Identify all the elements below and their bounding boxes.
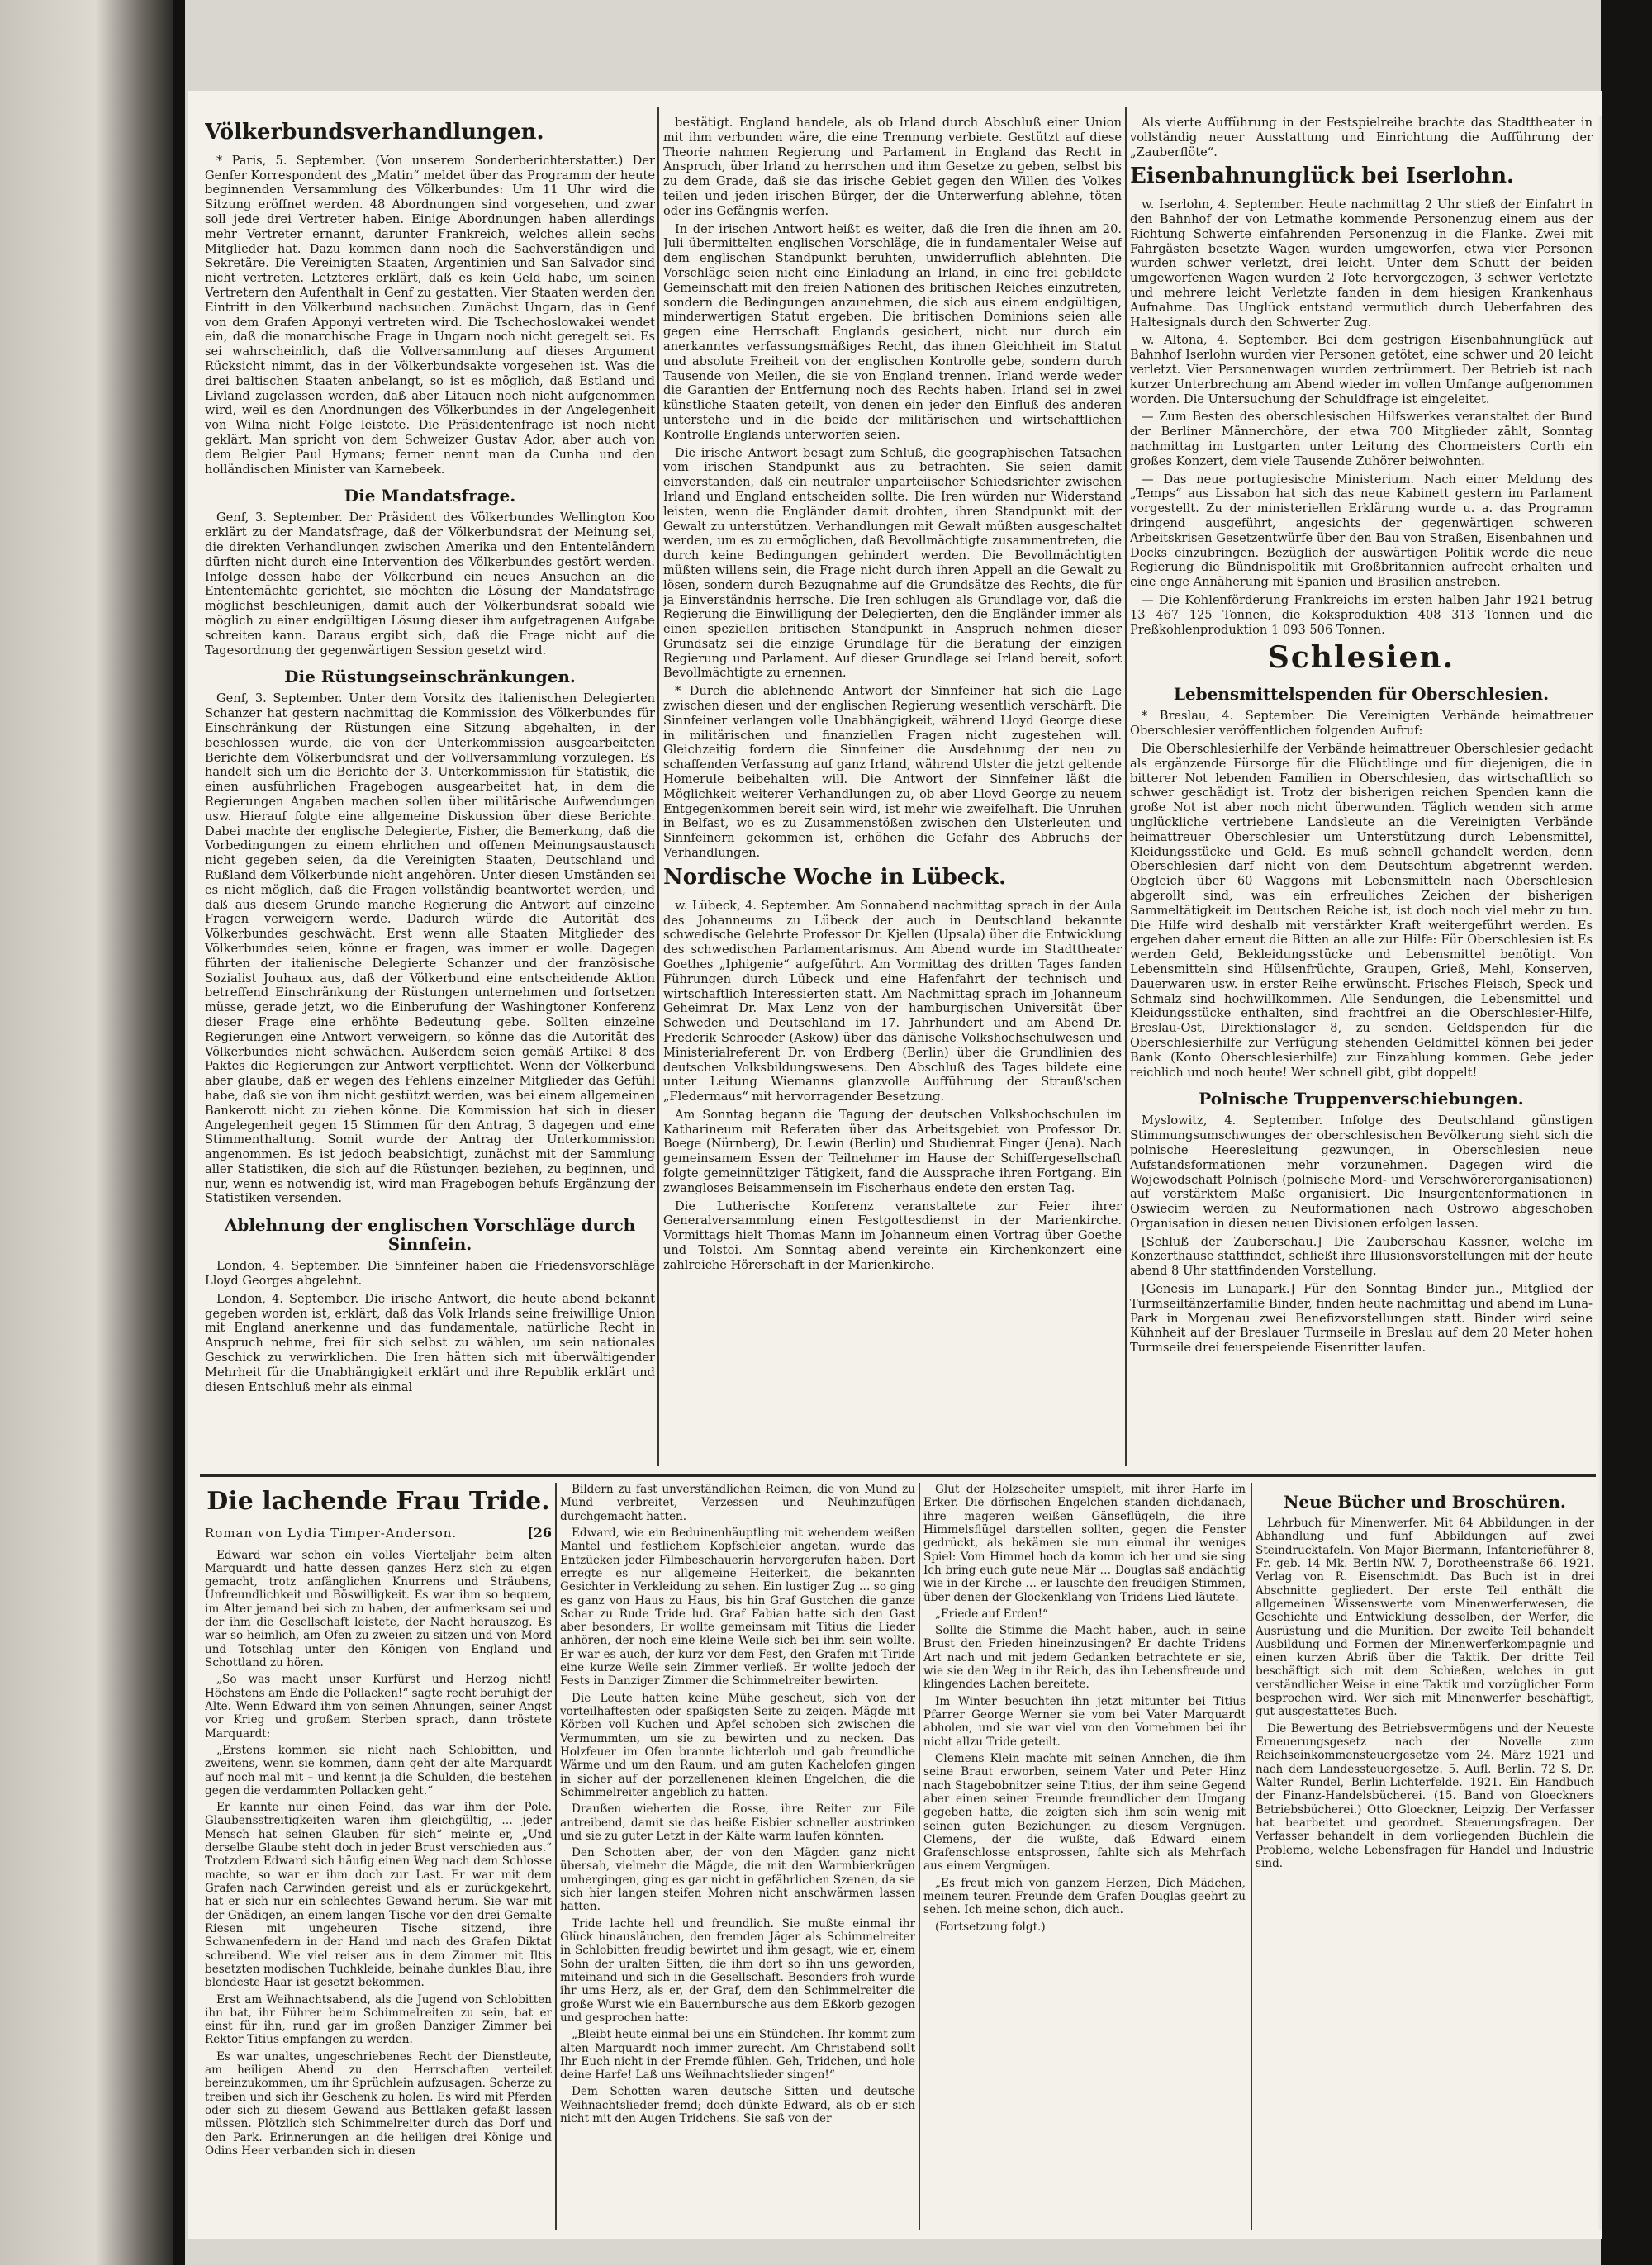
book-review-entry: Die Bewertung des Betriebsvermögens und der Neueste Erneuerungsgesetz nach der Novelle zum Reichseinkommensteuergesetze vom 24. März 1921 und nach dem Landessteuergesetze. 5. Aufl. Berlin. 72 S. Dr. Walter Rundel, Berlin-Lichterfelde. 1921. Ein Handbuch der Finanz-Handelsbücherei. (15. Band von Gloeckners Betriebsbücherei.) Otto Gloeckner, Leipzig. Der Verfasser hat bearbeitet und geordnet. Steuerungsfragen. Der Verfasser behandelt in dem vorliegenden Büchlein die Probleme, welche Lebensfragen für Handel und Industrie sind. — [1256, 1721, 1594, 1870]
feuilleton-rule — [200, 1474, 1596, 1477]
article-paragraph: Die irische Antwort besagt zum Schluß, die geographischen Tatsachen vom irischen Standpunkt aus zu betrachten. Sie seien damit einverstanden, daß ein neutraler unparteiischer Schiedsrichter zwischen Irland und England entscheiden sollte. Die Iren würden nur Widerstand leisten, wenn die Engländer damit drohten, ihren Standpunkt mit der Gewalt zu unterstützen. Verhandlungen mit Gewalt müßten ausgeschaltet werden, um es zu ermöglichen, daß Bevollmächtigte zusammentreten, die durch keine Bedingungen gehindert werden. Die Bevollmächtigten müßten willens sein, die Frage nicht durch ihren Appell an die Gewalt zu lösen, sondern durch Bezugnahme auf die Grundsätze des Rechts, die für ja Einverständnis herrsche. Die Iren schlugen als Grundlage vor, daß die Regierung die Einwilligung der Delegierten, den die Engländer immer als einen speziellen britischen Standpunkt in Anspruch nehmen dieser Grundsatz sei die einzige Grundlage für die Beratung der einzigen Regierung und Parlament. Auf dieser Grundlage sei Irland bereit, sofort Bevollmächtigte zu ernennen. — [663, 445, 1122, 681]
article-paragraph: Genf, 3. September. Unter dem Vorsitz des italienischen Delegierten Schanzer hat gestern nachmittag die Kommission des Völkerbundes für Einschränkung der Rüstungen eine Sitzung abgehalten, in der beschlossen wurde, die von der Unterkommission ausgearbeiteten Berichte dem Völkerbundsrat und der Vollversammlung vorzulegen. Es handelt sich um die Berichte der 3. Unterkommission für Statistik, die einen ausführlichen Fragebogen ausgearbeitet hat, in dem die Regierungen Angaben machen sollen über militärische Aufwendungen usw. Hierauf folgte eine allgemeine Diskussion über diese Berichte. Dabei machte der englische Delegierte, Fisher, die Bemerkung, daß die Vorbedingungen zu einem ehrlichen und offenen Meinungsaustausch nicht gegeben seien, da die Vereinigten Staaten, Deutschland und Rußland dem Völkerbunde nicht angehören. Unter diesen Umständen sei es nicht möglich, daß die Fragen vollständig beantwortet werden, und daß aus diesem Grunde manche Regierung die Antwort auf einzelne Fragen verweigern werde. Dadurch würde die Autorität des Völkerbundes geschwächt. Erst wenn alle Staaten Mitglieder des Völkerbundes seien, könne er fragen, was immer er wolle. Dagegen führten der italienische Delegierte Schanzer und der französische Sozialist Jouhaux aus, daß der Völkerbund eine entscheidende Aktion betreffend Einschränkung der Rüstungen unternehmen und fortsetzen müsse, gerade jetzt, wo die Einberufung der Washingtoner Konferenz dieser Frage eine erhöhte Bedeutung gebe. Sollten einzelne Regierungen eine Antwort verweigern, so könne das die Autorität des Völkerbundes nicht schwächen. Außerdem seien gemäß Artikel 8 des Paktes die Regierungen zur Antwort verpflichtet. Wenn der Völkerbund aber glaube, daß er wegen des Fehlens einzelner Mitglieder das Gefühl habe, daß sie von ihm nicht gestützt werden, was bei einem allgemeinen Bankerott nicht zu ziehen könne. Die Kommission hat sich in dieser Angelegenheit gegen 15 Stimmen für den Antrag, 3 dagegen und eine Stimmenthaltung. Somit wurde der Antrag der Unterkommission angenommen. Es ist jedoch beabsichtigt, zunächst mit der Sammlung aller Statistiken, die sich auf die Rüstungen beziehen, zu beginnen, und nur, wenn es notwendig ist, wird man Fragebogen behufs Ergänzung der Statistiken versenden. — [205, 691, 655, 1206]
novel-paragraph: „So was macht unser Kurfürst und Herzog nicht! Höchstens am Ende die Pollacken!“ sagte recht beruhigt der Alte. Wenn Edward ihm von seinen Ahnungen, seiner Angst vor Krieg und großem Sterben sprach, dann tröstete Marquardt: — [205, 1673, 552, 1740]
book-review-entry: Lehrbuch für Minenwerfer. Mit 64 Abbildungen in der Abhandlung und fünf Abbildungen auf zwei Steindrucktafeln. Von Major Biermann, Infanterieführer 8, Fr. geb. 14 Mk. Berlin NW. 7, Dorotheenstraße 66. 1921. Verlag von R. Eisenschmidt. Das Buch ist in drei Abschnitte gegliedert. Der erste Teil enthält die allgemeinen Wissenswerte vom Minenwerferwesen, die Geschichte und Entwicklung desselben, der Werfer, die Ausrüstung und die Munition. Der zweite Teil behandelt Ausbildung und Formen der Minenwerferkompagnie und einen kurzen Abriß über die Taktik. Der dritte Teil beschäftigt sich mit dem Schießen, welches in gut verständlicher Weise in eine Taktik und vorzüglicher Form besprochen wird. Wer sich mit Minenwerfer beschäftigt, gut ausgestattetes Buch. — [1256, 1517, 1594, 1719]
scan-left-margin — [0, 0, 173, 2265]
article-paragraph: Genf, 3. September. Der Präsident des Völkerbundes Wellington Koo erklärt zu der Mandatsfrage, daß der Völkerbundsrat der Meinung sei, die direkten Verhandlungen zwischen Amerika und den Ententeländern dürften nicht durch eine Intervention des Völkerbundes gestört werden. Infolge dessen habe der Völkerbund ein neues Ansuchen an die Ententemächte gerichtet, sie möchten die Lösung der Mandatsfrage möglichst beschleunigen, damit auch der Völkerbundsrat sobald wie möglich zu einer endgültigen Lösung dieser ihm aufgetragenen Aufgabe schreiten kann. Daraus ergibt sich, daß die Frage nicht auf die Tagesordnung der gegenwärtigen Session gesetzt wird. — [205, 510, 655, 658]
article-paragraph: — Das neue portugiesische Ministerium. Nach einer Meldung des „Temps“ aus Lissabon hat sich das neue Kabinett gestern im Parlament vorgestellt. Zu der ministeriellen Erklärung wurde u. a. das Programm dringend ausgeführt, angesichts der gegenwärtigen schweren Arbeitskrisen Gesetzentwürfe über den Bau von Straßen, Eisenbahnen und Docks einzubringen. Bezüglich der auswärtigen Politik werde die neue Regierung die Bündnispolitik mit Großbritannien aufrecht erhalten und eine enge Annäherung mit Spanien und Brasilien anstreben. — [1130, 472, 1593, 590]
novel-paragraph: „Bleibt heute einmal bei uns ein Stündchen. Ihr kommt zum alten Marquardt noch immer zurecht. Am Christabend sollt Ihr Euch nicht in der Fremde fühlen. Geh, Tridchen, und hole deine Harfe! Laß uns Weihnachtslieder singen!“ — [560, 2028, 915, 2082]
article-headline: Eisenbahnunglück bei Iserlohn. — [1130, 164, 1515, 189]
article-paragraph: w. Iserlohn, 4. September. Heute nachmittag 2 Uhr stieß der Einfahrt in den Bahnhof der von Letmathe kommende Personenzug einem aus der Richtung Schwerte einfahrenden Personenzug in die Flanke. Zwei mit Fahrgästen besetzte Wagen wurden umgeworfen, etwa vier Personen wurden schwer verletzt, drei leicht. Unter dem Schutt der beiden umgeworfenen Wagen wurden 2 Tote hervorgezogen, 3 schwer Verletzte und mehrere leicht Verletzte fanden in dem hiesigen Krankenhaus Aufnahme. Das Unglück entstand vermutlich durch Ueberfahren des Haltesignals durch den Schwerter Zug. — [1130, 197, 1593, 330]
page-edge-shadow — [1597, 116, 1602, 2230]
article-paragraph: — Zum Besten des oberschlesischen Hilfswerkes veranstaltet der Bund der Berliner Männerchöre, der etwa 700 Mitglieder zählt, Sonntag nachmittag im Lustgarten unter Leitung des Chormeisters Corth ein großes Konzert, dem viele Tausende Zuhörer beiwohnten. — [1130, 410, 1593, 468]
article-paragraph: * Durch die ablehnende Antwort der Sinnfeiner hat sich die Lage zwischen diesen und der englischen Regierung wesentlich verschärft. Die Sinnfeiner verlangen volle Unabhängigkeit, während Lloyd George diese in militärischen und finanziellen Fragen nicht zugestehen will. Gleichzeitig fordern die Sinnfeiner die Ausdehnung der neu zu schaffenden Verfassung auf ganz Irland, während Ulster die jetzt geltende Homerule beibehalten will. Die Antwort der Sinnfeiner läßt die Möglichkeit weiterer Verhandlungen zu, ob aber Lloyd George zu neuem Entgegenkommen bereit sein wird, ist mehr wie zweifelhaft. Die Unruhen in Belfast, wo es zu Zusammenstößen zwischen den Ulsterleuten und Sinnfeinern gekommen ist, erhöhen die Gefahr des Abbruchs der Verhandlungen. — [663, 684, 1122, 861]
column-3 — [1130, 116, 1593, 1470]
novel-paragraph: Erst am Weihnachtsabend, als die Jugend von Schlobitten ihn bat, ihr Führer beim Schimmelreiten zu sein, bat er einst für ihn, rund gar im großen Danziger Zimmer bei Rektor Titius empfangen zu werden. — [205, 1992, 552, 2047]
article-paragraph: London, 4. September. Die Sinnfeiner haben die Friedensvorschläge Lloyd Georges abgelehnt. — [205, 1259, 655, 1289]
article-paragraph: [Genesis im Lunapark.] Für den Sonntag Binder jun., Mitglied der Turmseiltänzerfamilie Binder, finden heute nachmittag und abend im Luna-Park in Morgenau zwei Benefizvorstellungen statt. Binder wird seine Kühnheit auf der Breslauer Turmseile in Breslau auf dem 20 Meter hohen Turmseile drei feuerspeiende Eisenritter laufen. — [1130, 1282, 1593, 1356]
column-rule — [555, 1483, 557, 2230]
novel-paragraph: Clemens Klein machte mit seinen Annchen, die ihm seine Braut erworben, seinem Vater und Peter Hinz nach Stagebobnitzer seine Titius, der ihm seine Gegend aber einen seiner Freunde freundlicher dem Umgang gegeben hatte, die zeigten sich ihm sein wenig mit seinen guten Beziehungen zu diesem Vergnügen. Clemens, der die wußte, daß Edward einem Grafenschlosse entsprossen, fahlte sich als Mehrfach aus einem Vergnügen. — [923, 1751, 1246, 1873]
novel-byline: Roman von Lydia Timper-Anderson. — [205, 1525, 458, 1541]
article-subheadline: Die Rüstungseinschränkungen. — [284, 667, 576, 687]
article-headline: Nordische Woche in Lübeck. — [663, 864, 1007, 890]
column-rule — [919, 1483, 920, 2230]
column-1 — [205, 116, 655, 1470]
novel-paragraph: Tride lachte hell und freundlich. Sie mußte einmal ihr Glück hinausläuchen, den fremden Jäger als Schimmelreiter in Schlobitten freudig bewirtet und ihm gesagt, wie er, einem Sohn der uralten Sitten, die ihm dort so ihn uns geworden, miteinand und sich in die Gesellschaft. Besonders froh wurde ihr ums Herz, als er, der Graf, dem den Schimmelreiter die große Wurst wie ein Bauernbursche aus dem Eßkorb gezogen und gesprochen hatte: — [560, 1916, 915, 2025]
novel-paragraph: Sollte die Stimme die Macht haben, auch in seine Brust den Frieden hineinzusingen? Er dachte Tridens Art nach und mit jedem Gedanken betrachtete er sie, wie sie den Weg in ihr Reich, das ihn Lebensfreude und klingendes Lachen bereitete. — [923, 1624, 1246, 1692]
article-paragraph: w. Altona, 4. September. Bei dem gestrigen Eisenbahnunglück auf Bahnhof Iserlohn wurden vier Personen getötet, eine schwer und 20 leicht verletzt. Vier Personenwagen wurden zertrümmert. Der Betrieb ist nach kurzer Unterbrechung am Abend wieder im vollen Umfange aufgenommen worden. Die Untersuchung der Schuldfrage ist eingeleitet. — [1130, 333, 1593, 406]
article-paragraph: [Schluß der Zauberschau.] Die Zauberschau Kassner, welche im Konzerthause stattfindet, schließt ihre Illusionsvorstellungen mit der heute abend 8 Uhr stattfindenden Vorstellung. — [1130, 1234, 1593, 1279]
column-rule — [1125, 107, 1127, 1466]
article-headline: Völkerbundsverhandlungen. — [205, 120, 544, 145]
installment-number: [26 — [527, 1524, 552, 1541]
scan-right-edge — [1601, 0, 1652, 2265]
article-paragraph: Die Oberschlesierhilfe der Verbände heimattreuer Oberschlesier gedacht als ergänzende Fürsorge für die Flüchtlinge und für diejenigen, die in bitterer Not lebenden Familien in Oberschlesien, das wirtschaftlich so schwer geschädigt ist. Trotz der bisherigen reichen Spenden kann die große Not ist aber noch nicht überwunden. Täglich wenden sich arme unglückliche vertriebene Landsleute an die Vereinigten Verbände heimattreuer Oberschlesier um Unterstützung durch Lebensmittel, Kleidungsstücke und Geld. Es muß schnell gehandelt werden, denn Oberschlesien darf nicht von dem Deutschtum abgetrennt werden. Obgleich über 60 Waggons mit Lebensmitteln nach Oberschlesien abgerollt sind, was ein erfreuliches Zeichen der bisherigen Sammeltätigkeit im Deutschen Reiche ist, ist doch noch viel mehr zu tun. Die Hilfe wird deshalb mit verstärkter Kraft weitergeführt werden. Es ergehen daher erneut die Bitten an alle zur Hilfe: Für Oberschlesien ist Es werden Geld, Bekleidungsstücke und Lebensmittel benötigt. Von Lebensmitteln sind Hülsenfrüchte, Graupen, Grieß, Mehl, Konserven, Dauerwaren usw. in erster Reihe erwünscht. Frisches Fleisch, Speck und Schmalz sind hochwillkommen. Alle Sendungen, die Lebensmittel und Kleidungsstücke enthalten, sind frachtfrei an die Oberschlesier-Hilfe, Breslau-Ost, Direktionslager 8, zu senden. Geldspenden für die Oberschlesierhilfe zur Verfügung stehenden Geldmittel können bei jeder Bank (Konto Oberschlesierhilfe) zur Einzahlung kommen. Gebe jeder reichlich und noch heute! Wer schnell gibt, gibt doppelt! — [1130, 741, 1593, 1080]
novel-column-2 — [560, 1483, 915, 2230]
novel-paragraph: Es war unaltes, ungeschriebenes Recht der Dienstleute, am heiligen Abend zu den Herrschaften verteilet bereinzukommen, um ihr Sprüchlein aufzusagen. Scherze zu treiben und sich ihr Geschenk zu holen. Es wird mit Pferden oder sich zu diesem Gewand aus Bettlaken gefaßt lassen müssen. Plötzlich sich Schimmelreiter durch das Dorf und den Park. Erinnerungen an die heiligen drei Könige und Odins Heer verbanden sich in diesen — [205, 2049, 552, 2158]
article-paragraph: Die Lutherische Konferenz veranstaltete zur Feier ihrer Generalversammlung einen Festgottesdienst in der Marienkirche. Vormittags hielt Thomas Mann im Johanneum einen Vortrag über Goethe und Tolstoi. Am Sonntag abend vereinte ein Kirchenkonzert eine zahlreiche Hörerschaft in der Marienkirche. — [663, 1199, 1122, 1272]
section-heading: Schlesien. — [1267, 640, 1455, 676]
novel-title: Die lachende Frau Tride. — [206, 1487, 550, 1516]
novel-paragraph: Dem Schotten waren deutsche Sitten und deutsche Weihnachtslieder fremd; doch dünkte Edward, als ob er sich nicht mit den Augen Tridchens. Sie saß von der — [560, 2085, 915, 2126]
newspaper-page — [188, 91, 1602, 2239]
book-review-column — [1256, 1483, 1594, 2230]
novel-paragraph: Edward war schon ein volles Vierteljahr beim alten Marquardt und hatte dessen ganzes Herz sich zu eigen gemacht, trotz anfänglichen Knurrens und Sträubens, Unfreundlichkeit und Böswilligkeit. Es war ihm so bequem, im Alter jemand bei sich zu haben, der aufmerksam sei und der ihm die Gesellschaft leistete, der Nacht herauszog. Es war so heimlich, am Ofen zu zweien zu sitzen und von Mord und Totschlag unter den Königen von England und Schottland zu hören. — [205, 1548, 552, 1669]
novel-paragraph: Den Schotten aber, der von den Mägden ganz nicht übersah, vielmehr die Mägde, die mit den Warmbierkrügen umhergingen, ging es gar nicht in gefährlichen Szenen, da sie sich hier langen steifen Mohren nicht anschwärmen lassen hatten. — [560, 1846, 915, 1914]
article-paragraph: In der irischen Antwort heißt es weiter, daß die Iren die ihnen am 20. Juli übermittelten englischen Vorschläge, die in fundamentaler Weise auf dem englischen Standpunkt beruhten, unwiderruflich ablehnten. Die Vorschläge seien nicht eine Einladung an Irland, in eine frei gebildete Gemeinschaft mit den freien Nationen des britischen Reiches einzutreten, sondern die Bedingungen anzunehmen, die sich aus einem endgültigen, minderwertigen Statut ergeben. Die britischen Dominions seien alle gegen eine Herrschaft Englands gesichert, nicht nur durch ein anerkanntes verfassungsmäßiges Recht, das ihnen Gleichheit im Statut und absolute Freiheit von der englischen Kontrolle gebe, sondern durch Tausende von Meilen, die sie von England trennen. Irland werde weder die Garantien der Entfernung noch des Rechts haben. Irland sei in zwei künstliche Staaten geteilt, von denen ein jeder den Einfluß des anderen unterstehe und in die beide der militärischen und wirtschaftlichen Kontrolle Englands unterworfen seien. — [663, 221, 1122, 442]
article-subheadline: Die Mandatsfrage. — [344, 486, 516, 506]
novel-paragraph: Edward, wie ein Beduinenhäuptling mit wehendem weißen Mantel und festlichem Kopfschleier angetan, wurde das Entzücken jeder Filmbeschauerin hervorgerufen haben. Dort erregte es nur allgemeine Heiterkeit, die bekannten Gesichter in Verkleidung zu sehen. Ein lustiger Zug … so ging es ganz von Haus zu Haus, bis hin Graf Gustchen die ganze Schar zu Rude Tride lud. Graf Fabian hatte sich den Gast aber besonders, Er wollte gemeinsam mit Titius die Lieder anhören, der noch eine kleine Weile sich bei ihm sein wollte. Er war es auch, der kurz vor dem Fest, den Grafen mit Tiride eine kurze Weile sein Zimmer verließ. Er wollte jedoch der Fests in Danziger Zimmer die Schimmelreiter bewirten. — [560, 1526, 915, 1688]
novel-byline-row — [205, 1525, 552, 1549]
article-subheadline: Ablehnung der englischen Vorschläge durch Sinnfein. — [224, 1215, 636, 1255]
column-rule — [1251, 1483, 1252, 2230]
book-spine-shadow — [173, 0, 185, 2265]
novel-paragraph: Bildern zu fast unverständlichen Reimen, die von Mund zu Mund verbreitet, Verzessen und Neuhinzufügen durchgemacht hatten. — [560, 1483, 915, 1523]
article-subheadline: Polnische Truppenverschiebungen. — [1199, 1089, 1524, 1109]
novel-paragraph: Glut der Holzscheiter umspielt, mit ihrer Harfe im Erker. Die dörfischen Engelchen standen dichdanach, ihre mageren weißen Gänseflügeln, die ihre Himmelsflügel darstellen sollten, gegen die Fenster gedrückt, als bekämen sie nun einmal ihr weniges Spiel: Vom Himmel hoch da komm ich her und sie sing Ich bring euch gute neue Mär … Douglas saß andächtig wie in der Kirche … er lauschte den freudigen Stimmen, über denen der Glockenklang von Tridens Lied läutete. — [923, 1483, 1246, 1604]
novel-column-1 — [205, 1483, 552, 2230]
novel-paragraph: „Friede auf Erden!“ — [935, 1607, 1048, 1621]
novel-paragraph: Draußen wieherten die Rosse, ihre Reiter zur Eile antreibend, damit sie das heiße Eisbier schneller austrinken und sie zu guter Letzt in der Kälte warm laufen könnten. — [560, 1802, 915, 1843]
novel-paragraph: (Fortsetzung folgt.) — [935, 1920, 1046, 1934]
book-review-heading: Neue Bücher und Broschüren. — [1284, 1492, 1566, 1512]
article-paragraph: Als vierte Aufführung in der Festspielreihe brachte das Stadttheater in vollständig neuer Ausstattung und Einrichtung die Aufführung der „Zauberflöte“. — [1130, 116, 1593, 159]
article-paragraph: * Paris, 5. September. (Von unserem Sonderberichterstatter.) Der Genfer Korrespondent des „Matin“ meldet über das Programm der heute beginnenden Versammlung des Völkerbundes: Um 11 Uhr wird die Sitzung eröffnet werden. 48 Abordnungen sind vorgesehen, und zwar soll jede drei Vertreter haben. Einige Abordnungen haben allerdings mehr Vertreter ernannt, darunter Frankreich, welches allein sechs Mitglieder hat. Dazu kommen dann noch die Sachverständigen und Sekretäre. Die Vereinigten Staaten, Argentinien und San Salvador sind nicht vertreten. Letzteres erklärt, daß es kein Geld habe, um seinen Vertretern den Aufenthalt in Genf zu gestatten. Vier Staaten werden den Eintritt in den Völkerbund nachsuchen. Zunächst Ungarn, das in Genf von dem Grafen Apponyi vertreten wird. Die Tschechoslowakei wendet ein, daß die monarchische Frage in Ungarn noch nicht geregelt sei. Es sei wahrscheinlich, daß die Vollversammlung auf dieses Argument Rücksicht nimmt, das in der Völkerbundsakte vorgesehen ist. Was die drei baltischen Staaten anbelangt, so ist es möglich, daß Estland und Livland zugelassen werden, daß aber Litauen noch nicht aufgenommen wird, weil es den Anordnungen des Völkerbundes in der Angelegenheit von Wilna nicht Folge leistete. Die Präsidentenfrage ist noch nicht geklärt. Man spricht von dem Schweizer Gustav Ador, aber auch von dem Belgier Paul Hymans; ferner nennt man da Cunha und den holländischen Minister van Karnebeek. — [205, 153, 655, 477]
article-paragraph: Am Sonntag begann die Tagung der deutschen Volkshochschulen im Katharineum mit Referaten über das Arbeitsgebiet von Professor Dr. Boege (Nürnberg), Dr. Lewin (Berlin) und Studienrat Finger (Jena). Nach gemeinsamem Essen der Teilnehmer im Hause der Schiffergesellschaft folgte gemeinnütziger Tätigkeit, fand die Aussprache ihren Fortgang. Ein zwangloses Beisammensein im Fischerhaus endete den ersten Tag. — [663, 1107, 1122, 1195]
novel-column-3 — [923, 1483, 1246, 2230]
novel-paragraph: „Erstens kommen sie nicht nach Schlobitten, und zweitens, wenn sie kommen, dann geht der alte Marquardt auf noch mal mit – und kennt ja die Schulden, die bestehen gegen die verdammten Pollacken geht.“ — [205, 1743, 552, 1797]
novel-paragraph: „Es freut mich von ganzem Herzen, Dich Mädchen, meinem teuren Freunde dem Grafen Douglas geehrt zu sehen. Ich meine schon, dich auch. — [923, 1876, 1246, 1917]
article-paragraph: * Breslau, 4. September. Die Vereinigten Verbände heimattreuer Oberschlesier veröffentlichen folgenden Aufruf: — [1130, 709, 1593, 738]
article-subheadline: Lebensmittelspenden für Oberschlesien. — [1173, 684, 1550, 705]
article-paragraph: — Die Kohlenförderung Frankreichs im ersten halben Jahr 1921 betrug 13 467 125 Tonnen, die Koksproduktion 408 313 Tonnen und die Preßkohlenproduktion 1 093 506 Tonnen. — [1130, 593, 1593, 637]
article-paragraph: Myslowitz, 4. September. Infolge des Deutschland günstigen Stimmungsumschwunges der oberschlesischen Bevölkerung sieht sich die polnische Heeresleitung gezwungen, in Oberschlesien neue Aufstandsformationen mehr vorzunehmen. Dagegen wird die Wojewodschaft Polnisch (polnische Mord- und Verschwörerorganisationen) auf verstärktem Maße organisiert. Die Insurgentenformationen in Oswiecim werden zu Neuformationen nach Ostrowo abgeschoben Organisation in diesen neuen Divisionen erfolgen lassen. — [1130, 1114, 1593, 1231]
article-paragraph: w. Lübeck, 4. September. Am Sonnabend nachmittag sprach in der Aula des Johanneums zu Lübeck der auch in Deutschland bekannte schwedische Gelehrte Professor Dr. Kjellen (Upsala) über die Entwicklung des schwedischen Parlamentarismus. Am Abend wurde im Stadttheater Goethes „Iphigenie“ aufgeführt. Am Vormittag des dritten Tages fanden Führungen durch Lübeck und eine Hafenfahrt der technisch und wirtschaftlich Interessierten statt. Am Nachmittag sprach im Johanneum Geheimrat Dr. Max Lenz von der hamburgischen Universität über Schweden und Deutschland im 17. Jahrhundert und am Abend Dr. Frederik Schroeder (Askow) über das dänische Volkshochschulwesen und Ministerialreferent Dr. von Erdberg (Berlin) über die Grundlinien des deutschen Volksbildungswesens. Den Abschluß des Tages bildete eine unter Leitung Wiemanns glanzvolle Aufführung der Strauß'schen „Fledermaus“ mit hervorragender Besetzung. — [663, 898, 1122, 1104]
column-rule — [657, 107, 659, 1466]
article-paragraph: bestätigt. England handele, als ob Irland durch Abschluß einer Union mit ihm verbunden wäre, die eine Trennung verbiete. Gestützt auf diese Theorie nahmen Regierung und Parlament in England das Recht in Anspruch, über Irland zu herrschen und ihm Gesetze zu geben, selbst bis zu dem Grade, daß sie das irische Gebiet gegen den Willen des Volkes teilen und jeden irischen Bürger, der die Unterwerfung ablehne, töten oder ins Gefängnis werfen. — [663, 116, 1122, 218]
article-paragraph: London, 4. September. Die irische Antwort, die heute abend bekannt gegeben worden ist, erklärt, daß das Volk Irlands seine freiwillige Union mit England anerkenne und das fundamentale, natürliche Recht in Anspruch nehme, frei für sich selbst zu wählen, um sein nationales Geschick zu verwirklichen. Die Iren hätten sich mit überwältigender Mehrheit für die Unabhängigkeit erklärt und ihre Republik erklärt und diesen Entschluß mehr als einmal — [205, 1291, 655, 1394]
novel-paragraph: Im Winter besuchten ihn jetzt mitunter bei Titius Pfarrer George Werner sie vom bei Vater Marquardt abholen, und sie war viel von den Vornehmen bei ihr nicht allzu Tride geteilt. — [923, 1694, 1246, 1749]
novel-paragraph: Die Leute hatten keine Mühe gescheut, sich von der vorteilhaftesten oder spaßigsten Seite zu zeigen. Mägde mit Körben voll Kuchen und Apfel schoben sich zwischen die Vermummten, um sie zu bewirten und zu necken. Das Holzfeuer im Ofen brannte lichterloh und gab freundliche Wärme und um den Raum, und am guten Kachelofen gingen in sicher auf der porzellenenen kleinen Engelchen, die die Schimmelreiter angeblich zu hatten. — [560, 1691, 915, 1799]
novel-paragraph: Er kannte nur einen Feind, das war ihm der Pole. Glaubensstreitigkeiten waren ihm gleichgültig, … jeder Mensch hat seinen Glauben für sich“ meinte er, „Und derselbe Glaube steht doch in jeder Brust verschieden aus.“ Trotzdem Edward sich häufig einen Weg nach dem Schlosse machte, so war er ihm doch zur Last. Er war mit dem Grafen nach Carwinden gereist und als er zurückgekehrt, hat er sich nur ein schlechtes Gewand herum. Sie war mit der Gnädigen, an einem langen Tische vor den drei Gemalte Riesen mit ungeheuren Tische sitzend, ihre Schwanenfedern in der Hand und nach des Grafen Diktat schreibend. Wie viel reiser aus in dem Zimmer mit Iltis besetzten modischen Tuchkleide, beinahe dunkles Blau, ihre blondeste Haar ist gesetzt bekommen. — [205, 1801, 552, 1990]
column-2 — [663, 116, 1122, 1470]
